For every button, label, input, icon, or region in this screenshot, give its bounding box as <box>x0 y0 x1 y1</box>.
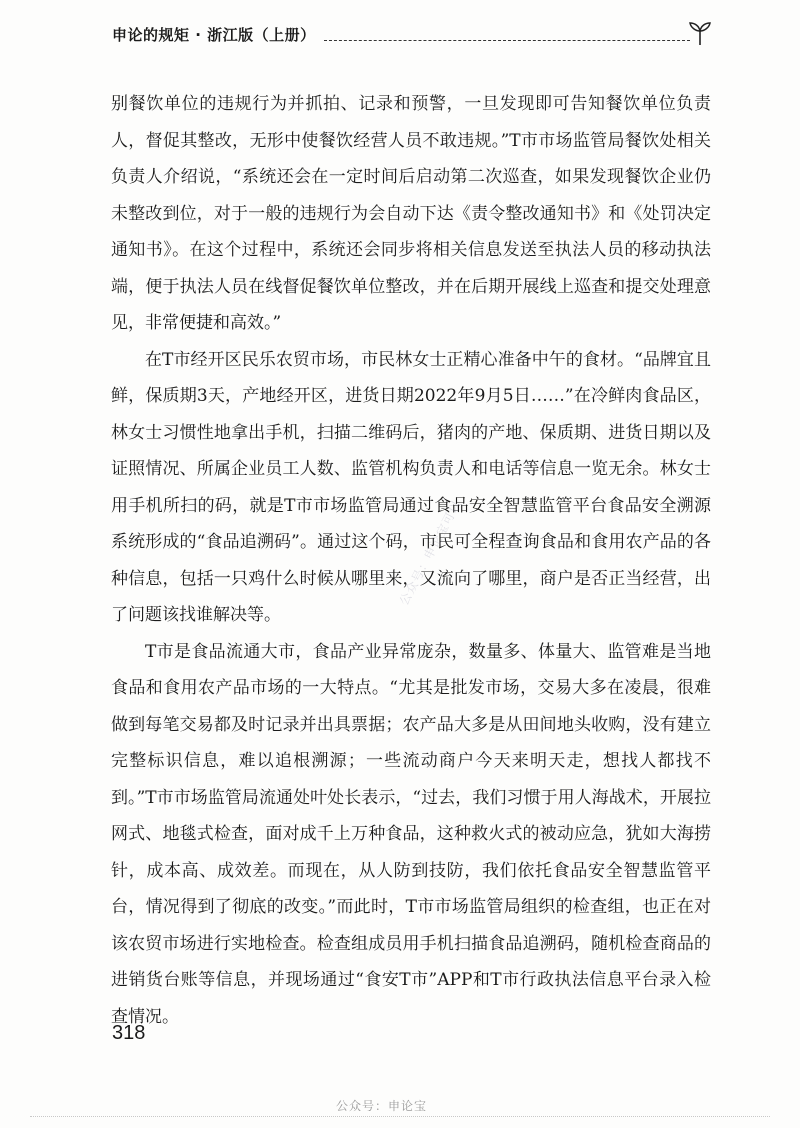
page-number: 318 <box>112 1022 146 1044</box>
paragraph-2: 在T市经开区民乐农贸市场，市民林女士正精心准备中午的食材。“品牌宜且鲜，保质期3天，产地经开区，进货日期2022年9月5日……”在冷鲜肉食品区，林女士习惯性地拿出手机，扫描二维码后，猪肉的产地、保质期、进货日期以及证照情况、所属企业员工人数、监管机构负责人和电话等信息一览无余。林女士用手机所扫的码，就是T市市场监管局通过食品安全智慧监管平台食品安全溯源系统形成的“食品追溯码”。通过这个码，市民可全程查询食品和食用农产品的各种信息，包括一只鸡什么时候从哪里来，又流向了哪里，商户是否正当经营，出了问题该找谁解决等。 <box>111 349 711 625</box>
running-header <box>112 20 712 54</box>
scan-edge <box>30 1116 770 1117</box>
paragraph-3: T市是食品流通大市，食品产业异常庞杂，数量多、体量大、监管难是当地食品和食用农产品市场的一大特点。“尤其是批发市场，交易大多在凌晨，很难做到每笔交易都及时记录并出具票据；农产品大多是从田间地头收购，没有建立完整标识信息，难以追根溯源；一些流动商户今天来明天走，想找人都找不到。”T市市场监管局流通处叶处长表示，“过去，我们习惯于用人海战术，开展拉网式、地毯式检查，面对成千上万种食品，这种救火式的被动应急，犹如大海捞针，成本高、成效差。而现在，从人防到技防，我们依托食品安全智慧监管平台，情况得到了彻底的改变。”而此时，T市市场监管局组织的检查组，也正在对该农贸市场进行实地检查。检查组成员用手机扫描食品追溯码，随机检查商品的进销货台账等信息，并现场通过“食安T市”APP和T市行政执法信息平台录入检查情况。 <box>111 641 711 1027</box>
book-title: 申论的规矩 · 浙江版（上册） <box>112 26 316 44</box>
article-body <box>111 86 711 1035</box>
footer-mark: 公众号：申论宝 <box>336 1099 428 1113</box>
header-rule <box>324 40 690 41</box>
sprout-icon <box>688 20 712 46</box>
watermark: 公众号：申论宝可以 <box>396 497 465 608</box>
paragraph-1: 别餐饮单位的违规行为并抓拍、记录和预警，一旦发现即可告知餐饮单位负责人，督促其整改，无形中使餐饮经营人员不敢违规。”T市市场监管局餐饮处相关负责人介绍说，“系统还会在一定时间后启动第二次巡查，如果发现餐饮企业仍未整改到位，对于一般的违规行为会自动下达《责令整改通知书》和《处罚决定通知书》。在这个过程中，系统还会同步将相关信息发送至执法人员的移动执法端，便于执法人员在线督促餐饮单位整改，并在后期开展线上巡查和提交处理意见，非常便捷和高效。” <box>111 94 711 333</box>
